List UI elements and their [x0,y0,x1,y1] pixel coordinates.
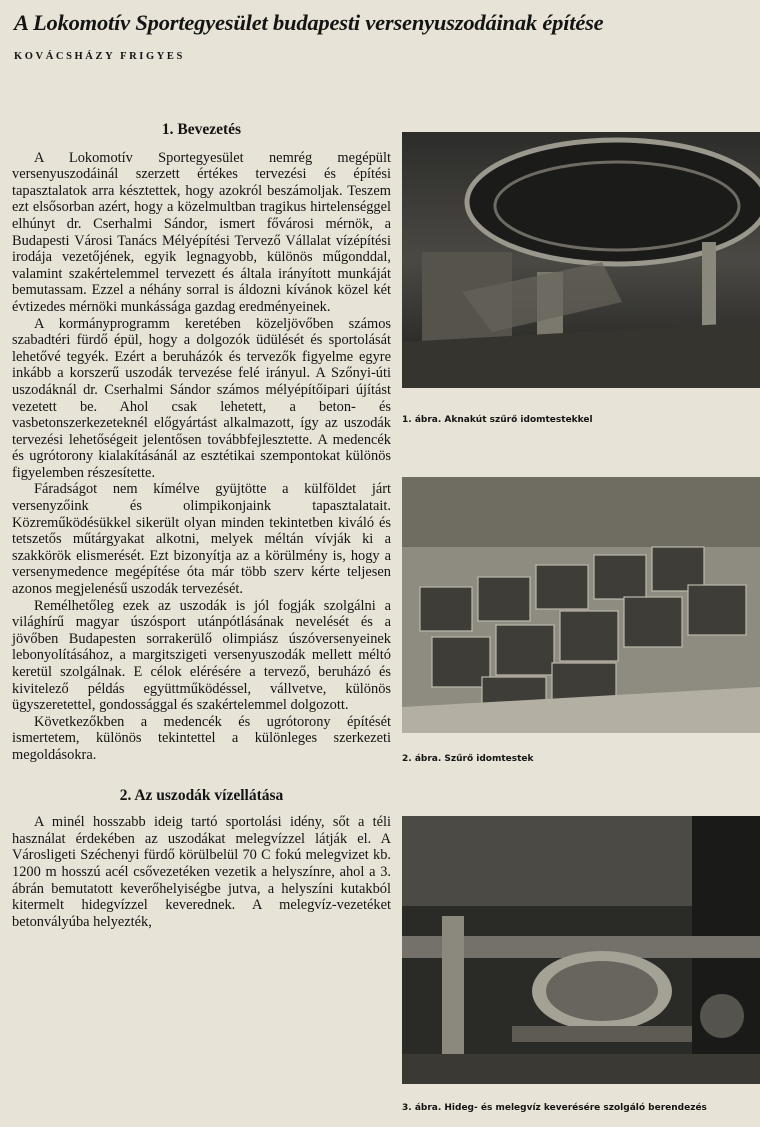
figure-2 [402,477,760,777]
figure-1-caption: 1. ábra. Aknakút szűrő idomtestekkel [402,415,593,425]
figure-3-photo [402,816,760,1084]
paragraph: Következőkben a medencék és ugrótorony építését ismertetem, különös tekintettel a különleges szerkezeti megoldásokra. [12,713,391,763]
paragraph: Remélhetőleg ezek az uszodák is jól fogják szolgálni a világhírű magyar úszósport utánpótlásának nevelését és a jövőben Budapesten sorrakerülő olimpiász úszóversenyeinek lebonyolításához, a margitszigeti versenyuszodák mellett méltó keretül szolgálnak. E célok elérésére a tervező, beruházó és kivitelező példás együttműködéssel, vállvetve, különös ügyszeretettel, gondossággal és szakértelemmel dolgozott. [12,597,391,714]
article-body [12,120,391,930]
article-title: A Lokomotív Sportegyesület budapesti versenyuszodáinak építése [14,10,604,35]
section-heading-water-supply: 2. Az uszodák vízellátása [119,786,284,804]
figure-2-photo [402,477,760,733]
paragraph: A Lokomotív Sportegyesület nemrég megépült versenyuszodáinál szerzett értékes tervezési és építési tapasztalatok arra késztettek, hogy azokról beszámoljak. Teszem ezt elsősorban azért, hogy a közelmultban tragikus hirtelenséggel elhúnyt dr. Cserhalmi Sándor, ismert fővárosi mérnök, a Budapesti Városi Tanács Mélyépítési Tervező Vállalat vízépítési irodája vezetőjének, egyik legnagyobb, különös műgonddal, valamint szakértelemmel tervezett és általa irányított munkáját bemutassam. Ezzel a néhány sorral is áldozni kívánok közel két évtizedes mérnöki munkássága gazdag eredményeinek. [12,149,391,315]
figure-1-photo [402,132,760,388]
article-author: KOVÁCSHÁZY FRIGYES [14,51,185,62]
figure-1 [402,132,760,432]
paragraph: A minél hosszabb ideig tartó sportolási idény, sőt a téli használat érdekében az uszodákat melegvízzel látják el. A Városligeti Széchenyi fürdő körülbelül 70 C fokú melegvizet kb. 1200 m hosszú acél csővezetéken vezetik a helyszínre, ahol a 3. ábrán bemutatott keverőhelyiségbe jutva, a helyszíni kutakból kitermelt hidegvízzel keverednek. A melegvíz-vezetéket betonvályúba helyezték, [12,814,391,930]
figure-3-caption: 3. ábra. Hideg- és melegvíz keverésére szolgáló berendezés [402,1103,707,1113]
figure-3 [402,816,760,1116]
mixing-equipment-photo [402,816,760,1084]
manhole-filter-photo [402,132,760,388]
section-heading-introduction: 1. Bevezetés [161,121,242,138]
paragraph: A kormányprogramm keretében közeljövőben számos szabadtéri fürdő épül, hogy a dolgozók üdülését és sportolását lehetővé tegyék. Ezért a beruházók és tervezők figyelme egyre inkább a korszerű uszodák tervezése felé irányul. A Szőnyi-úti uszodáknál dr. Cserhalmi Sándor számos mélyépítőipari újítást vezetett be. Ahol csak lehetett, a beton- és vasbetonszerkezeteknél előgyártást alkalmazott, így az uszodák tervezési lehetőségeit jelentősen továbbfejlesztette. A medencék és ugrótorony kialakításánál az esztétikai szempontokat különös figyelemben részesítette. [12,315,391,481]
filter-blocks-photo [402,477,760,733]
figure-2-caption: 2. ábra. Szűrő idomtestek [402,754,534,764]
paragraph: Fáradságot nem kímélve gyüjtötte a külföldet járt versenyzőink és olimpikonjaink tapasztalatait. Közreműködésükkel sikerült olyan minden tekintetben kiváló és tetszetős műtárgyakat alkotni, melyek méltán vívják ki a szakkörök elismerését. Ezt bizonyítja az a körülmény is, hogy a versenymedence megépítése óta már több szerv kérte teljesen azonos megjelenésű uszodák tervezését. [12,481,391,598]
